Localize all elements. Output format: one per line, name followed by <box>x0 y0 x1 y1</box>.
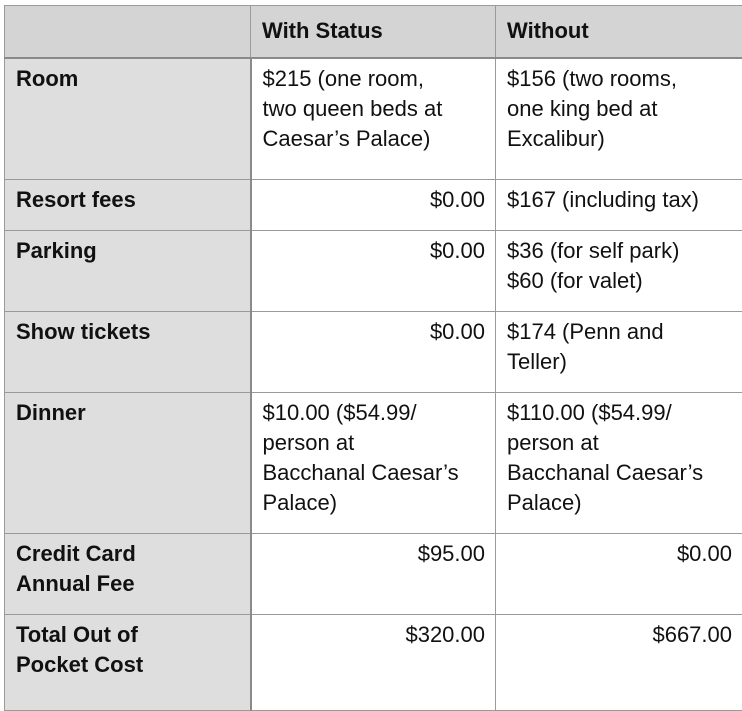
cell-line: Bacchanal Caesar’s <box>507 458 732 488</box>
header-cell-empty <box>5 6 251 59</box>
cell-resort-fees-with-status <box>251 180 496 231</box>
table-row-dinner <box>5 393 742 534</box>
cell-line: Annual Fee <box>16 569 240 599</box>
cell-line: $10.00 ($54.99/ <box>263 398 486 428</box>
cell-parking-without <box>496 231 742 312</box>
table-row-total-out-of-pocket-cost <box>5 615 742 711</box>
cell-line: $0.00 <box>507 539 732 569</box>
cell-line: Dinner <box>16 398 240 428</box>
cell-line: $110.00 ($54.99/ <box>507 398 732 428</box>
row-label-total-out-of-pocket-cost <box>5 615 251 711</box>
cell-line: $0.00 <box>263 185 486 215</box>
cell-line: $36 (for self park) <box>507 236 732 266</box>
table-row-resort-fees <box>5 180 742 231</box>
cell-line: Parking <box>16 236 240 266</box>
cell-line: Show tickets <box>16 317 240 347</box>
cell-line: Credit Card <box>16 539 240 569</box>
cell-line: $95.00 <box>263 539 486 569</box>
cell-line: two queen beds at <box>263 94 486 124</box>
row-label-parking <box>5 231 251 312</box>
cell-line: Caesar’s Palace) <box>263 124 486 154</box>
cell-dinner-without <box>496 393 742 534</box>
cell-line: $667.00 <box>507 620 732 650</box>
table-row-credit-card-annual-fee <box>5 534 742 615</box>
cell-parking-with-status <box>251 231 496 312</box>
cell-line: $215 (one room, <box>263 64 486 94</box>
cell-line: Teller) <box>507 347 732 377</box>
table-row-room <box>5 58 742 180</box>
cell-dinner-with-status <box>251 393 496 534</box>
cell-line: $320.00 <box>263 620 486 650</box>
header-cell-without: Without <box>496 6 742 59</box>
row-label-credit-card-annual-fee <box>5 534 251 615</box>
cell-credit-card-without <box>496 534 742 615</box>
cell-line: $0.00 <box>263 317 486 347</box>
cell-line: $167 (including tax) <box>507 185 732 215</box>
cell-line: Total Out of <box>16 620 240 650</box>
cell-line: Palace) <box>263 488 486 518</box>
cell-line: Palace) <box>507 488 732 518</box>
cell-line: person at <box>263 428 486 458</box>
cell-total-with-status <box>251 615 496 711</box>
cell-room-with-status <box>251 58 496 180</box>
cell-line: one king bed at <box>507 94 732 124</box>
table-row-show-tickets <box>5 312 742 393</box>
cell-credit-card-with-status <box>251 534 496 615</box>
cell-show-tickets-with-status <box>251 312 496 393</box>
cell-line: $156 (two rooms, <box>507 64 732 94</box>
cell-line: $60 (for valet) <box>507 266 732 296</box>
cell-line: Pocket Cost <box>16 650 240 680</box>
cell-line: Bacchanal Caesar’s <box>263 458 486 488</box>
header-cell-with-status: With Status <box>251 6 496 59</box>
cell-line: $0.00 <box>263 236 486 266</box>
row-label-room <box>5 58 251 180</box>
cell-total-without <box>496 615 742 711</box>
cell-show-tickets-without <box>496 312 742 393</box>
header-row <box>5 6 742 59</box>
cell-line: $174 (Penn and <box>507 317 732 347</box>
cell-line: Resort fees <box>16 185 240 215</box>
cell-line: Room <box>16 64 240 94</box>
row-label-resort-fees <box>5 180 251 231</box>
row-label-dinner <box>5 393 251 534</box>
table-row-parking <box>5 231 742 312</box>
row-label-show-tickets <box>5 312 251 393</box>
comparison-table <box>4 5 742 711</box>
cell-resort-fees-without <box>496 180 742 231</box>
cell-line: Excalibur) <box>507 124 732 154</box>
cell-line: person at <box>507 428 732 458</box>
cell-room-without <box>496 58 742 180</box>
